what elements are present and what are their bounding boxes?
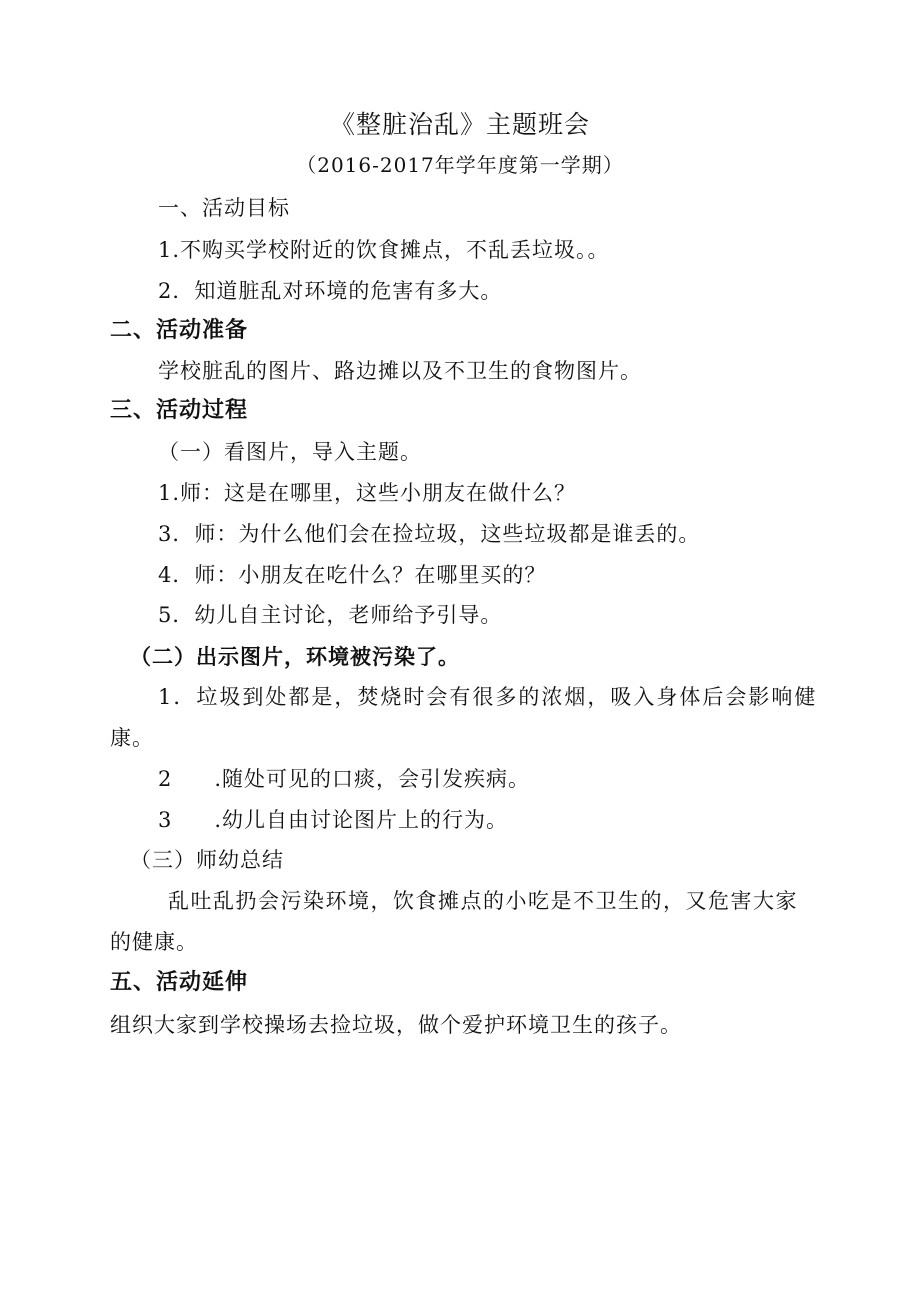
goal-item-2: 2．知道脏乱对环境的危害有多大。 xyxy=(158,279,503,303)
pollution-item-1-line-2: 康。 xyxy=(110,726,154,750)
pollution-item-3-text: .幼儿自由讨论图片上的行为。 xyxy=(214,808,509,832)
pollution-item-2-text: .随处可见的口痰，会引发疾病。 xyxy=(214,767,531,791)
process-item-3: 3．师：为什么他们会在捡垃圾，这些垃圾都是谁丢的。 xyxy=(158,522,701,546)
pollution-item-2 xyxy=(158,764,530,794)
page-subtitle: （2016-2017年学年度第一学期） xyxy=(296,153,624,177)
part-3-heading: （三）师幼总结 xyxy=(130,848,284,872)
part-2-heading: （二）出示图片，环境被污染了。 xyxy=(130,645,460,669)
part-1-heading: （一）看图片，导入主题。 xyxy=(158,440,422,464)
summary-line-1: 乱吐乱扔会污染环境，饮食摊点的小吃是不卫生的，又危害大家 xyxy=(168,889,798,913)
preparation-text: 学校脏乱的图片、路边摊以及不卫生的食物图片。 xyxy=(158,359,642,383)
pollution-item-1-line-1: 1．垃圾到处都是，焚烧时会有很多的浓烟，吸入身体后会影响健 xyxy=(158,685,818,709)
section-5-heading: 五、活动延伸 xyxy=(110,970,249,995)
section-2-heading: 二、活动准备 xyxy=(110,318,249,343)
pollution-item-3-number: 3 xyxy=(158,808,173,832)
goal-item-1: 1.不购买学校附近的饮食摊点，不乱丢垃圾。。 xyxy=(158,238,610,262)
extension-text: 组织大家到学校操场去捡垃圾，做个爱护环境卫生的孩子。 xyxy=(110,1013,682,1037)
process-item-5: 5．幼儿自主讨论，老师给予引导。 xyxy=(158,603,503,627)
process-item-4: 4．师：小朋友在吃什么？在哪里买的？ xyxy=(158,563,547,587)
section-3-heading: 三、活动过程 xyxy=(110,398,249,423)
process-item-1: 1.师：这是在哪里，这些小朋友在做什么？ xyxy=(158,481,577,505)
section-1-heading: 一、活动目标 xyxy=(158,196,290,220)
page-title: 《整脏治乱》主题班会 xyxy=(329,110,590,139)
pollution-item-3 xyxy=(158,805,508,835)
summary-line-2: 的健康。 xyxy=(110,930,198,954)
pollution-item-2-number: 2 xyxy=(158,767,173,791)
